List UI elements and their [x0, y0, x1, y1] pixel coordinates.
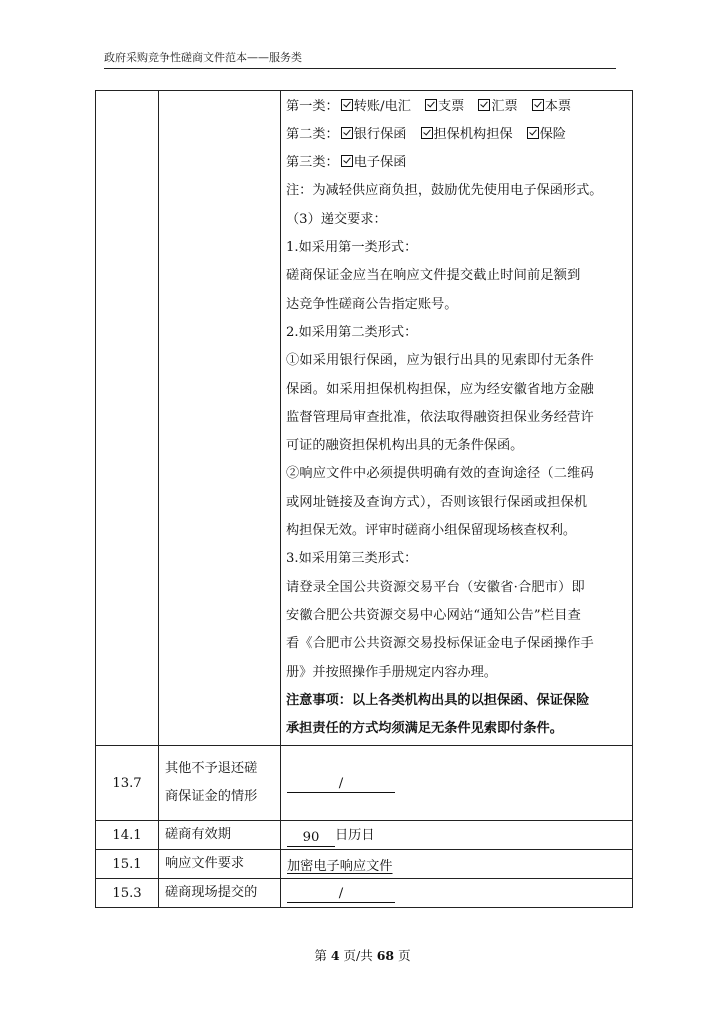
t2-b-line-2: 或网址链接及查询方式），否则该银行保函或担保机 [286, 494, 588, 510]
t1-line-1: 磋商保证金应当在响应文件提交截止时间前足额到 [286, 268, 581, 284]
t1-title: 1.如采用第一类形式： [286, 240, 418, 256]
page-total: 68 [376, 948, 395, 963]
checked-box-icon [341, 127, 353, 139]
t2-a-line-2: 保函。如采用担保机构担保，应为经安徽省地方金融 [286, 381, 594, 397]
t1-line-2: 达竞争性磋商公告指定账号。 [286, 296, 458, 312]
row-number-cell: 15.3 [96, 879, 159, 908]
type3-line: 第三类： 电子保函 [286, 155, 407, 171]
table-row [96, 746, 633, 821]
row-label-cell: 磋商有效期 [159, 821, 281, 850]
table-row-deposit-forms [96, 91, 633, 746]
row-value-cell [281, 879, 633, 908]
row-label-cell: 响应文件要求 [159, 850, 281, 879]
t3-line-3: 看《合肥市公共资源交易投标保证金电子保函操作手 [286, 636, 594, 652]
row-value-cell [281, 746, 633, 821]
submit-req-line: （3）递交要求： [286, 211, 387, 227]
table-row [96, 879, 633, 908]
t2-a-line-4: 可证的融资担保机构出具的无条件保函。 [286, 438, 524, 454]
row-label-cell: 其他不予退还磋 商保证金的情形 [159, 746, 281, 821]
content-block [281, 93, 632, 744]
row-content-cell [281, 91, 633, 746]
type2-line: 第二类： 银行保函 担保机构担保 保险 [286, 126, 566, 142]
t3-line-2: 安徽合肥公共资源交易中心网站“通知公告”栏目查 [286, 607, 582, 623]
row-value-cell: 90 日历日 [281, 821, 633, 850]
checked-box-icon [532, 99, 544, 111]
value-blank: / [287, 886, 395, 903]
row-label-cell [159, 91, 281, 746]
table-row [96, 821, 633, 850]
notice-line-2: 承担责任的方式均须满足无条件见索即付条件。 [286, 721, 563, 737]
value-text: 加密电子响应文件 [287, 858, 393, 874]
t2-b-line-3: 构担保无效。评审时磋商小组保留现场核查权利。 [286, 523, 577, 539]
t3-title: 3.如采用第三类形式： [286, 551, 418, 567]
note-line: 注：为减轻供应商负担，鼓励优先使用电子保函形式。 [286, 183, 603, 199]
page-footer: 第 4 页/共 68 页 [314, 948, 411, 963]
data-table [95, 90, 633, 908]
t2-a-line-1: ①如采用银行保函，应为银行出具的见索即付无条件 [286, 353, 594, 369]
checked-box-icon [421, 127, 433, 139]
page-number: 4 [330, 948, 340, 963]
checked-box-icon [341, 155, 353, 167]
row-number-cell: 13.7 [96, 746, 159, 821]
t2-b-line-1: ②响应文件中必须提供明确有效的查询途径（二维码 [286, 466, 594, 482]
row-number-cell: 14.1 [96, 821, 159, 850]
t3-line-1: 请登录全国公共资源交易平台（安徽省·合肥市）即 [286, 579, 585, 595]
row-number-cell [96, 91, 159, 746]
table-row [96, 850, 633, 879]
checked-box-icon [478, 99, 490, 111]
checked-box-icon [341, 99, 353, 111]
value-blank: / [287, 776, 395, 793]
t2-a-line-3: 监督管理局审查批准，依法取得融资担保业务经营许 [286, 409, 594, 425]
page-header [104, 48, 616, 69]
type1-line: 第一类： 转账/电汇 支票 汇票 本票 [286, 98, 572, 114]
checked-box-icon [527, 127, 539, 139]
header-title: 政府采购竞争性磋商文件范本——服务类 [104, 51, 302, 64]
value-blank: 90 [287, 830, 335, 847]
row-number-cell: 15.1 [96, 850, 159, 879]
checked-box-icon [425, 99, 437, 111]
t2-title: 2.如采用第二类形式： [286, 324, 418, 340]
row-label-cell: 磋商现场提交的 [159, 879, 281, 908]
notice-line-1: 注意事项：以上各类机构出具的以担保函、保证保险 [286, 692, 590, 708]
row-value-cell [281, 850, 633, 879]
t3-line-4: 册》并按照操作手册规定内容办理。 [286, 664, 497, 680]
